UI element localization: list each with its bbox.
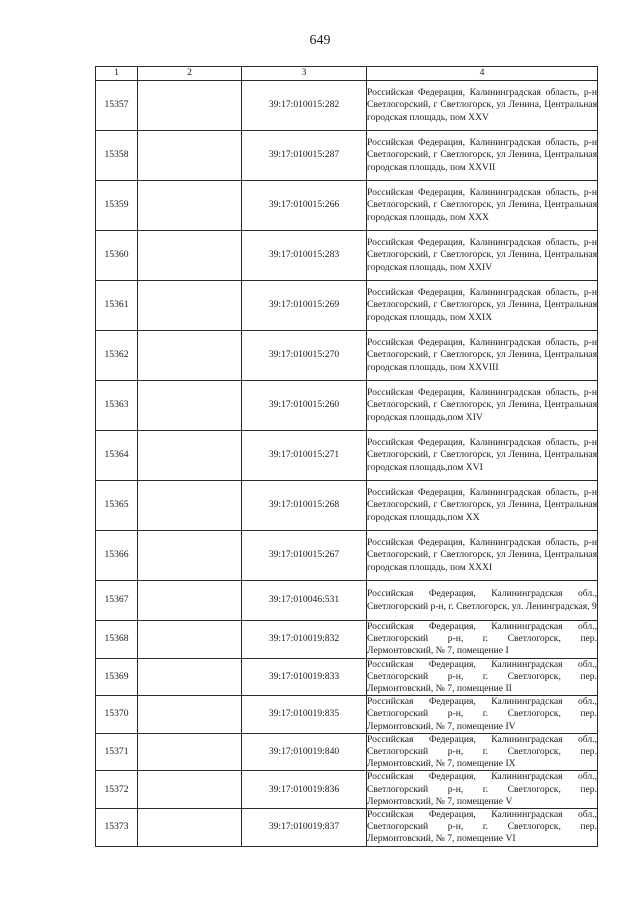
cadastral-number: 39:17:010015:260 (242, 381, 367, 431)
table-row (96, 281, 598, 331)
row-column-2 (138, 131, 242, 181)
address: Российская Федерация, Калининградская область, р-н Светлогорский, г Светлогорск, ул Ленина, Центральная городская площадь, пом XXVII (367, 131, 598, 181)
row-column-2 (138, 481, 242, 531)
row-number: 15366 (96, 531, 138, 581)
row-number: 15369 (96, 658, 138, 696)
column-header-4: 4 (367, 67, 598, 81)
row-number: 15362 (96, 331, 138, 381)
cadastral-number: 39:17:010015:269 (242, 281, 367, 331)
row-number: 15373 (96, 809, 138, 847)
address: Российская Федерация, Калининградская область, р-н Светлогорский, г Светлогорск, ул Ленина, Центральная городская площадь,пом XX (367, 481, 598, 531)
column-header-1: 1 (96, 67, 138, 81)
row-number: 15361 (96, 281, 138, 331)
table-row (96, 581, 598, 621)
cadastral-number: 39:17:010019:835 (242, 696, 367, 734)
table-row (96, 658, 598, 696)
row-number: 15363 (96, 381, 138, 431)
column-header-3: 3 (242, 67, 367, 81)
cadastral-number: 39:17:010019:833 (242, 658, 367, 696)
cadastral-number: 39:17:010019:836 (242, 771, 367, 809)
address: Российская Федерация, Калининградская обл., Светлогорский р-н, г. Светлогорск, пер. Лермонтовский, № 7, помещение IV (367, 696, 597, 732)
address: Российская Федерация, Калининградская область, р-н Светлогорский, г Светлогорск, ул Ленина, Центральная городская площадь, пом XXV (367, 81, 598, 131)
cadastral-number: 39:17:010015:270 (242, 331, 367, 381)
address: Российская Федерация, Калининградская обл., Светлогорский р-н, г. Светлогорск, ул. Ленинградская, 9 (367, 581, 598, 621)
table-row (96, 431, 598, 481)
table-row (96, 331, 598, 381)
row-number: 15357 (96, 81, 138, 131)
row-number: 15371 (96, 733, 138, 771)
page-number: 649 (309, 33, 331, 48)
cadastral-number: 39:17:010046:531 (242, 581, 367, 621)
row-column-2 (138, 281, 242, 331)
cadastral-number: 39:17:010019:837 (242, 809, 367, 847)
address: Российская Федерация, Калининградская обл., Светлогорский р-н, г. Светлогорск, пер. Лермонтовский, № 7, помещение II (367, 658, 597, 695)
row-column-2 (138, 431, 242, 481)
row-column-2 (138, 331, 242, 381)
row-number: 15365 (96, 481, 138, 531)
address: Российская Федерация, Калининградская область, р-н Светлогорский, г Светлогорск, ул Ленина, Центральная городская площадь, пом XXIV (367, 231, 598, 281)
row-column-2 (138, 81, 242, 131)
row-column-2 (138, 531, 242, 581)
address: Российская Федерация, Калининградская область, р-н Светлогорский, г Светлогорск, ул Ленина, Центральная городская площадь, пом XXVIII (367, 331, 598, 381)
cadastral-number: 39:17:010015:283 (242, 231, 367, 281)
row-column-2 (138, 381, 242, 431)
table-row (96, 531, 598, 581)
row-column-2 (138, 696, 242, 734)
table-row (96, 696, 598, 734)
table-header-row (96, 67, 598, 81)
address: Российская Федерация, Калининградская область, р-н Светлогорский, г Светлогорск, ул Ленина, Центральная городская площадь, пом XXX (367, 181, 598, 231)
address: Российская Федерация, Калининградская обл., Светлогорский р-н, г. Светлогорск, пер. Лермонтовский, № 7, помещение I (367, 621, 597, 657)
table-row (96, 481, 598, 531)
row-column-2 (138, 581, 242, 621)
address: Российская Федерация, Калининградская область, р-н Светлогорский, г Светлогорск, ул Ленина, Центральная городская площадь,пом XVI (367, 431, 598, 481)
table-row (96, 231, 598, 281)
table-row (96, 733, 598, 771)
address: Российская Федерация, Калининградская обл., Светлогорский р-н, г. Светлогорск, пер. Лермонтовский, № 7, помещение VI (367, 809, 597, 845)
cadastral-number: 39:17:010015:271 (242, 431, 367, 481)
table-row (96, 809, 598, 847)
row-number: 15364 (96, 431, 138, 481)
row-number: 15360 (96, 231, 138, 281)
row-number: 15368 (96, 621, 138, 659)
address: Российская Федерация, Калининградская область, р-н Светлогорский, г Светлогорск, ул Ленина, Центральная городская площадь, пом XXXI (367, 531, 598, 581)
row-number: 15370 (96, 696, 138, 734)
cadastral-number: 39:17:010015:282 (242, 81, 367, 131)
row-number: 15359 (96, 181, 138, 231)
cadastral-number: 39:17:010015:287 (242, 131, 367, 181)
cadastral-number: 39:17:010019:832 (242, 621, 367, 659)
table-row (96, 771, 598, 809)
row-column-2 (138, 658, 242, 696)
row-column-2 (138, 771, 242, 809)
row-number: 15367 (96, 581, 138, 621)
cadastral-number: 39:17:010015:266 (242, 181, 367, 231)
table-row (96, 621, 598, 659)
cadastral-number: 39:17:010015:268 (242, 481, 367, 531)
column-header-2: 2 (138, 67, 242, 81)
table-row (96, 81, 598, 131)
table-row (96, 131, 598, 181)
table-row (96, 381, 598, 431)
address: Российская Федерация, Калининградская область, р-н Светлогорский, г Светлогорск, ул Ленина, Центральная городская площадь, пом XXIX (367, 281, 598, 331)
address: Российская Федерация, Калининградская обл., Светлогорский р-н, г. Светлогорск, пер. Лермонтовский, № 7, помещение IX (367, 733, 597, 770)
row-column-2 (138, 181, 242, 231)
registry-table (95, 66, 598, 847)
address: Российская Федерация, Калининградская область, р-н Светлогорский, г Светлогорск, ул Ленина, Центральная городская площадь,пом XIV (367, 381, 598, 431)
row-number: 15372 (96, 771, 138, 809)
row-number: 15358 (96, 131, 138, 181)
address: Российская Федерация, Калининградская обл., Светлогорский р-н, г. Светлогорск, пер. Лермонтовский, № 7, помещение V (367, 771, 597, 807)
cadastral-number: 39:17:010015:267 (242, 531, 367, 581)
row-column-2 (138, 231, 242, 281)
row-column-2 (138, 733, 242, 771)
table-row (96, 181, 598, 231)
row-column-2 (138, 809, 242, 847)
row-column-2 (138, 621, 242, 659)
cadastral-number: 39:17:010019:840 (242, 733, 367, 771)
